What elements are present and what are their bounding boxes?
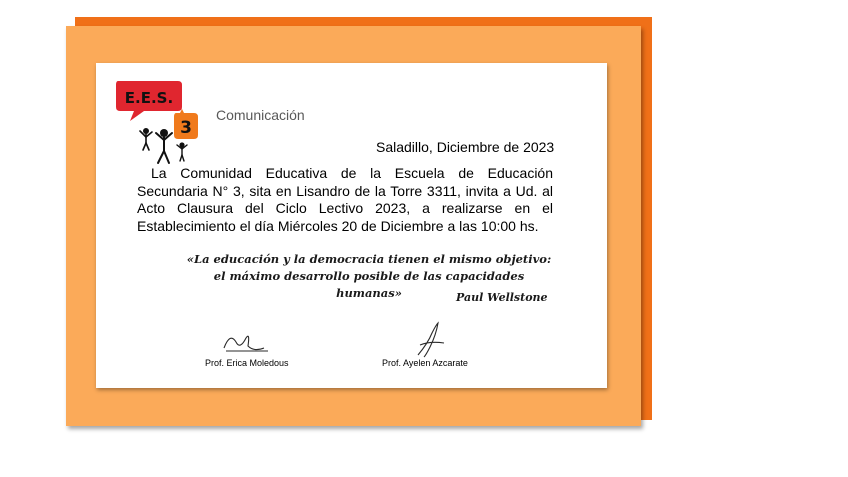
quote-line-2: el máximo desarrollo posible de las capacidades humanas» [213, 269, 525, 300]
signature-2-name: Prof. Ayelen Azcarate [382, 358, 468, 368]
signature-1-icon [220, 328, 272, 356]
logo-caption: Comunicación [216, 107, 305, 123]
signature-1-name: Prof. Erica Moledous [205, 358, 289, 368]
letter-date: Saladillo, Diciembre de 2023 [376, 139, 555, 155]
invitation-card [96, 63, 607, 388]
logo-bubble-text: E.E.S. [124, 89, 174, 107]
invitation-body [137, 165, 553, 235]
school-logo-icon [112, 77, 208, 173]
logo-number: 3 [180, 118, 192, 138]
signature-2-icon [414, 321, 448, 359]
invitation-body-text: La Comunidad Educativa de la Escuela de Educación Secundaria N° 3, sita en Lisandro de la Torre 3311, invita a Ud. al Acto Clausura del Ciclo Lectivo 2023, a realizarse en el Establecimiento el día Miércoles 20 de Diciembre a las 10:00 hs. [137, 165, 553, 234]
quote-line-1: «La educación y la democracia tienen el mismo objetivo: [186, 252, 552, 266]
quote-author: Paul Wellstone [456, 291, 548, 304]
